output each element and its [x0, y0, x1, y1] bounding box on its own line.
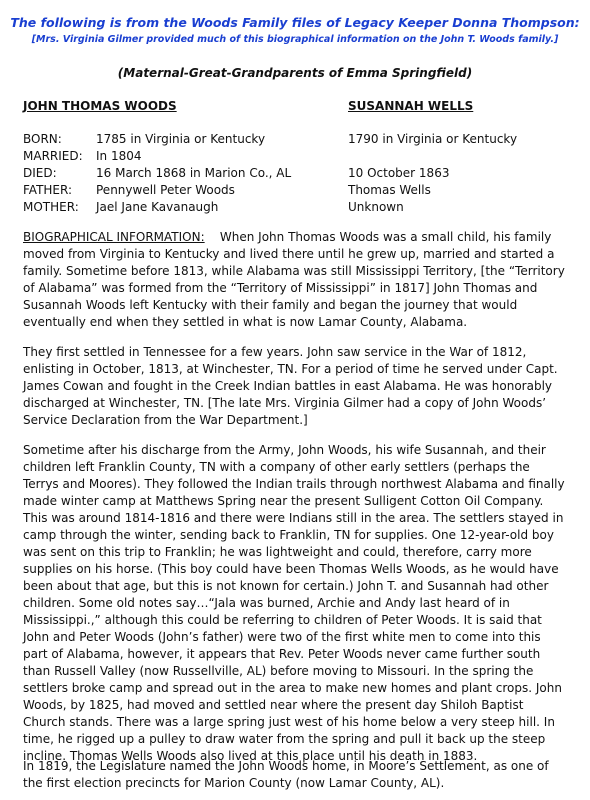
bio-text-1: When John Thomas Woods was a small child, his family moved from Virginia to Kentucky and lived there until he grew up, married and started a family. Sometime before 1813, while Alabama was still Mississippi Territory, [the “Territory of Alabama” was formed from the “Territory of Mississippi” in 1817] John Thomas and Susannah Woods left Kentucky with their family and began the journey that would eventually end when they settled in what is now Lamar County, Alabama.	[23, 230, 565, 329]
bio-text-2: They first settled in Tennessee for a few years. John saw service in the War of 1812, enlisting in October, 1813, at Winchester, TN. For a period of time he served under Capt. James Cowan and fought in the Creek Indian battles in east Alabama. He was honorably discharged at Winchester, TN. [The late Mrs. Virginia Gilmer had a copy of John Woods’ Service Declaration from the War Department.]	[23, 345, 558, 427]
vital-facts-table	[23, 131, 517, 216]
bio-paragraph-3	[23, 442, 568, 765]
wife-fact: 10 October 1863	[348, 166, 450, 180]
wife-fact: 1790 in Virginia or Kentucky	[348, 132, 518, 146]
fact-label: MOTHER:	[23, 200, 79, 214]
husband-fact: Jael Jane Kavanaugh	[96, 200, 219, 214]
fact-row-died	[23, 165, 517, 182]
fact-label: FATHER:	[23, 183, 73, 197]
bio-paragraph-2	[23, 344, 568, 429]
wife-fact: Unknown	[348, 200, 404, 214]
husband-fact: In 1804	[96, 149, 142, 163]
bio-paragraph-4	[23, 758, 568, 792]
fact-row-father	[23, 182, 517, 199]
bio-label: BIOGRAPHICAL INFORMATION:	[23, 230, 205, 244]
husband-fact: Pennywell Peter Woods	[96, 183, 235, 197]
fact-label: BORN:	[23, 132, 62, 146]
fact-label: MARRIED:	[23, 149, 83, 163]
fact-row-married	[23, 148, 517, 165]
wife-fact: Thomas Wells	[348, 183, 431, 197]
bio-text-4: In 1819, the Legislature named the John Woods home, in Moore’s Settlement, as one of the first election precincts for Marion County (now Lamar County, AL).	[23, 759, 549, 790]
relation-heading: (Maternal-Great-Grandparents of Emma Springfield)	[117, 66, 473, 80]
fact-label: DIED:	[23, 166, 57, 180]
wife-name: SUSANNAH WELLS	[348, 99, 474, 113]
bio-text-3: Sometime after his discharge from the Army, John Woods, his wife Susannah, and their children left Franklin County, TN with a company of other early settlers (perhaps the Terrys and Moores). They followed the Indian trails through northwest Alabama and finally made winter camp at Matthews Spring near the present Sulligent Cotton Oil Company. This was around 1814-1816 and there were Indians still in the area. The settlers stayed in camp through the winter, sending back to Franklin, TN for supplies. One 12-year-old boy was sent on this trip to Franklin; he was lightweight and could, therefore, carry more supplies on his horse. (This boy could have been Thomas Wells Woods, as he would have been about that age, but this is not known for certain.) John T. and Susannah had other children. Some old notes say…“Jala was burned, Archie and Andy last heard of in Mississippi.,” although this could be referring to children of Peter Woods. It is said that John and Peter Woods (John’s father) were two of the first white men to come into this part of Alabama, however, it appears that Rev. Peter Woods never came further south than Russell Valley (now Russellville, AL) before moving to Missouri. In the spring the settlers broke camp and spread out in the area to make new homes and plant crops. John Woods, by 1825, had moved and settled near where the present day Shiloh Baptist Church stands. There was a large spring just west of his home below a very steep hill. In time, he rigged up a pulley to draw water from the spring and pull it back up the steep incline. Thomas Wells Woods also lived at this place until his death in 1883.	[23, 443, 565, 763]
husband-fact: 16 March 1868 in Marion Co., AL	[96, 166, 292, 180]
husband-name: JOHN THOMAS WOODS	[23, 99, 177, 113]
source-note: [Mrs. Virginia Gilmer provided much of this biographical information on the John T. Woods family.]	[31, 34, 559, 45]
bio-paragraph-1	[23, 229, 568, 331]
husband-fact: 1785 in Virginia or Kentucky	[96, 132, 266, 146]
source-heading: The following is from the Woods Family files of Legacy Keeper Donna Thompson:	[10, 15, 580, 30]
fact-row-mother	[23, 199, 517, 216]
fact-row-born	[23, 131, 517, 148]
